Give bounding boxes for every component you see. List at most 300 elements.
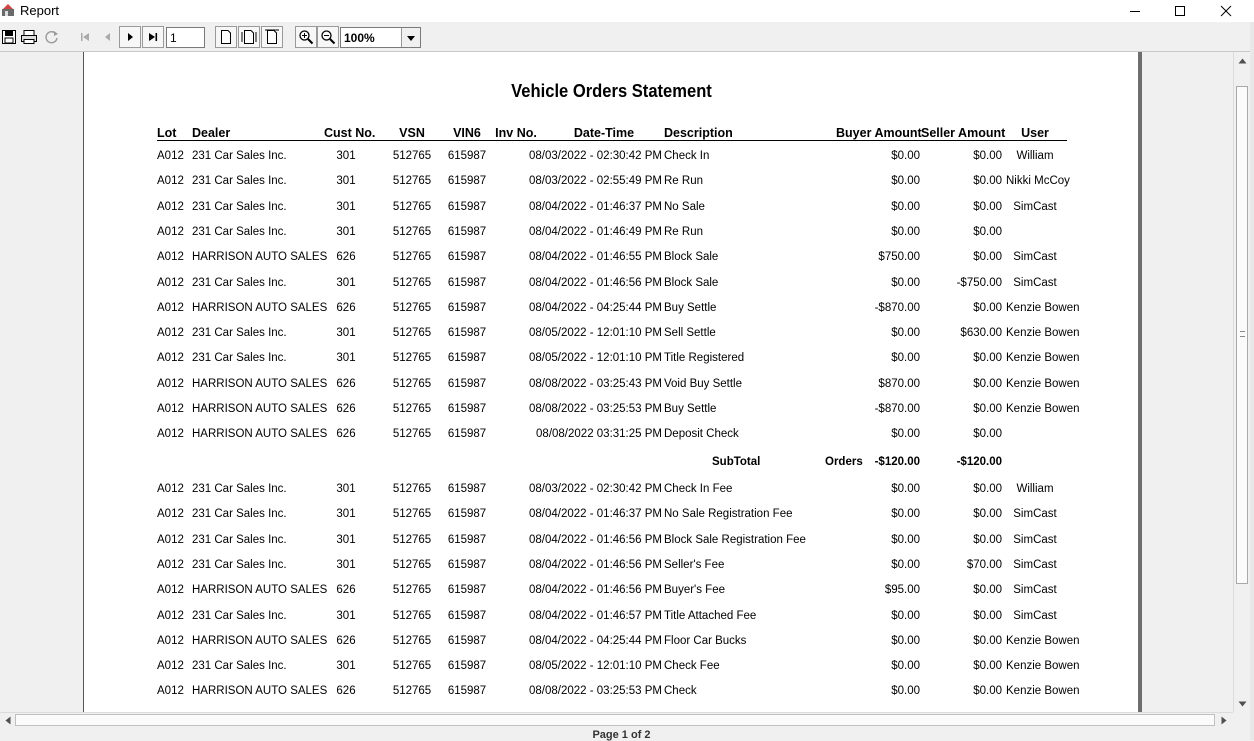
cell-cust-no: 301 bbox=[336, 225, 356, 238]
cell-lot: A012 bbox=[157, 175, 184, 188]
chevron-right-icon bbox=[1221, 716, 1227, 725]
cell-dealer: HARRISON AUTO SALES bbox=[192, 251, 328, 264]
cell-user: SimCast bbox=[1013, 533, 1057, 546]
header-divider bbox=[157, 140, 1067, 141]
cell-seller-amount: $0.00 bbox=[973, 301, 1002, 314]
fit-page-icon bbox=[241, 29, 257, 45]
zoom-dropdown-button[interactable] bbox=[401, 28, 420, 47]
cell-vsn: 512765 bbox=[392, 428, 432, 441]
cell-user: Kenzie Bowen bbox=[1006, 634, 1080, 647]
table-row bbox=[84, 559, 1139, 573]
cell-seller-amount: $70.00 bbox=[966, 558, 1002, 571]
chevron-up-icon bbox=[1238, 58, 1247, 64]
cell-description: Buyer's Fee bbox=[664, 584, 725, 597]
cell-cust-no: 301 bbox=[336, 200, 356, 213]
cell-vsn: 512765 bbox=[392, 251, 432, 264]
cell-user: Nikki McCoy bbox=[1006, 175, 1070, 188]
cell-lot: A012 bbox=[157, 301, 184, 314]
cell-vsn: 512765 bbox=[392, 352, 432, 365]
cell-cust-no: 301 bbox=[336, 660, 356, 673]
cell-vsn: 512765 bbox=[392, 175, 432, 188]
table-row bbox=[84, 534, 1139, 548]
window-edge bbox=[1250, 22, 1254, 740]
cell-description: Title Registered bbox=[664, 352, 745, 365]
cell-cust-no: 301 bbox=[336, 508, 356, 521]
cell-dealer: 231 Car Sales Inc. bbox=[192, 558, 287, 571]
cell-vin6: 615987 bbox=[447, 508, 487, 521]
cell-buyer-amount: $0.00 bbox=[891, 276, 920, 289]
vertical-scroll-thumb[interactable] bbox=[1236, 86, 1248, 584]
cell-vin6: 615987 bbox=[447, 483, 487, 495]
cell-cust-no: 626 bbox=[336, 403, 356, 415]
cell-user: William bbox=[1016, 483, 1054, 495]
header-vsn: VSN bbox=[399, 126, 425, 140]
cell-cust-no: 626 bbox=[336, 301, 356, 314]
cell-vsn: 512765 bbox=[392, 685, 432, 698]
table-row bbox=[84, 251, 1139, 265]
next-page-icon bbox=[123, 30, 137, 44]
cell-dealer: 231 Car Sales Inc. bbox=[192, 225, 287, 238]
cell-lot: A012 bbox=[157, 584, 184, 597]
cell-lot: A012 bbox=[157, 428, 184, 441]
table-row bbox=[84, 226, 1139, 240]
print-icon bbox=[20, 29, 38, 45]
cell-date-time: 08/08/2022 - 03:25:53 PM bbox=[529, 403, 662, 415]
next-page-button[interactable] bbox=[119, 26, 141, 48]
cell-buyer-amount: $0.00 bbox=[891, 428, 920, 441]
fit-width-button[interactable] bbox=[261, 26, 283, 48]
cell-lot: A012 bbox=[157, 634, 184, 647]
cell-user: SimCast bbox=[1013, 200, 1057, 213]
cell-vin6: 615987 bbox=[447, 584, 487, 597]
header-cust-no: Cust No. bbox=[324, 126, 376, 140]
cell-seller-amount: $0.00 bbox=[973, 251, 1002, 264]
cell-date-time: 08/05/2022 - 12:01:10 PM bbox=[529, 327, 662, 340]
cell-user: SimCast bbox=[1013, 251, 1057, 264]
cell-cust-no: 626 bbox=[336, 251, 356, 264]
header-date-time: Date-Time bbox=[573, 126, 635, 140]
cell-vin6: 615987 bbox=[447, 533, 487, 546]
refresh-button[interactable] bbox=[41, 26, 63, 48]
cell-seller-amount: -$750.00 bbox=[956, 276, 1002, 289]
cell-dealer: 231 Car Sales Inc. bbox=[192, 533, 287, 546]
cell-cust-no: 301 bbox=[336, 533, 356, 546]
cell-date-time: 08/03/2022 - 02:30:42 PM bbox=[529, 483, 662, 495]
cell-seller-amount: $0.00 bbox=[973, 609, 1002, 622]
cell-seller-amount: $0.00 bbox=[973, 634, 1002, 647]
cell-vsn: 512765 bbox=[392, 403, 432, 415]
cell-description: Check bbox=[664, 685, 697, 698]
cell-date-time: 08/05/2022 - 12:01:10 PM bbox=[529, 352, 662, 365]
cell-buyer-amount: $0.00 bbox=[891, 225, 920, 238]
cell-cust-no: 301 bbox=[336, 276, 356, 289]
cell-user: Kenzie Bowen bbox=[1006, 403, 1080, 415]
cell-seller-amount: $0.00 bbox=[973, 200, 1002, 213]
table-row bbox=[84, 610, 1139, 624]
app-icon bbox=[1, 3, 16, 18]
cell-description: No Sale Registration Fee bbox=[664, 508, 793, 521]
zoom-select[interactable] bbox=[340, 27, 421, 48]
cell-vsn: 512765 bbox=[392, 533, 432, 546]
cell-buyer-amount: $0.00 bbox=[891, 483, 920, 495]
cell-description: Check In Fee bbox=[664, 483, 733, 495]
cell-seller-amount: $0.00 bbox=[973, 660, 1002, 673]
cell-date-time: 08/03/2022 - 02:55:49 PM bbox=[529, 175, 662, 188]
cell-lot: A012 bbox=[157, 483, 184, 495]
cell-date-time: 08/08/2022 - 03:25:53 PM bbox=[529, 685, 662, 698]
refresh-icon bbox=[44, 29, 60, 45]
cell-cust-no: 626 bbox=[336, 685, 356, 698]
maximize-button[interactable] bbox=[1157, 0, 1203, 22]
cell-lot: A012 bbox=[157, 327, 184, 340]
cell-dealer: 231 Car Sales Inc. bbox=[192, 660, 287, 673]
zoom-out-icon bbox=[320, 29, 336, 45]
table-row bbox=[84, 277, 1139, 291]
cell-buyer-amount: $0.00 bbox=[891, 609, 920, 622]
cell-dealer: 231 Car Sales Inc. bbox=[192, 150, 287, 162]
cell-buyer-amount: $870.00 bbox=[878, 377, 920, 390]
cell-description: Buy Settle bbox=[664, 301, 717, 314]
cell-lot: A012 bbox=[157, 377, 184, 390]
first-page-icon bbox=[78, 30, 92, 44]
cell-user: Kenzie Bowen bbox=[1006, 327, 1080, 340]
table-row bbox=[84, 584, 1139, 598]
cell-seller-amount: $0.00 bbox=[973, 225, 1002, 238]
cell-user: Kenzie Bowen bbox=[1006, 352, 1080, 365]
cell-lot: A012 bbox=[157, 150, 184, 162]
cell-buyer-amount: $0.00 bbox=[891, 533, 920, 546]
cell-seller-amount: $0.00 bbox=[973, 533, 1002, 546]
cell-vsn: 512765 bbox=[392, 634, 432, 647]
cell-seller-amount: $0.00 bbox=[973, 508, 1002, 521]
save-icon bbox=[1, 29, 17, 45]
minimize-button[interactable] bbox=[1112, 0, 1158, 22]
cell-lot: A012 bbox=[157, 403, 184, 415]
header-buyer-amount: Buyer Amount bbox=[836, 126, 922, 140]
table-row bbox=[84, 660, 1139, 674]
cell-vsn: 512765 bbox=[392, 200, 432, 213]
subtotal-group: Orders bbox=[825, 456, 863, 468]
cell-dealer: HARRISON AUTO SALES bbox=[192, 428, 328, 441]
cell-lot: A012 bbox=[157, 508, 184, 521]
subtotal-row bbox=[84, 456, 1139, 470]
cell-dealer: HARRISON AUTO SALES bbox=[192, 403, 328, 415]
header-user: User bbox=[1021, 126, 1049, 140]
cell-seller-amount: $0.00 bbox=[973, 685, 1002, 698]
cell-description: Sell Settle bbox=[664, 327, 716, 340]
cell-date-time: 08/08/2022 03:31:25 PM bbox=[536, 428, 662, 441]
cell-dealer: 231 Car Sales Inc. bbox=[192, 276, 287, 289]
report-page bbox=[83, 52, 1142, 712]
cell-date-time: 08/05/2022 - 12:01:10 PM bbox=[529, 660, 662, 673]
report-viewport bbox=[0, 52, 1233, 712]
zoom-in-button[interactable] bbox=[295, 26, 317, 48]
cell-vin6: 615987 bbox=[447, 403, 487, 415]
cell-description: Void Buy Settle bbox=[664, 377, 742, 390]
close-icon bbox=[1220, 5, 1232, 17]
cell-vsn: 512765 bbox=[392, 609, 432, 622]
table-row bbox=[84, 302, 1139, 316]
cell-vsn: 512765 bbox=[392, 377, 432, 390]
cell-cust-no: 626 bbox=[336, 428, 356, 441]
cell-description: Block Sale bbox=[664, 251, 719, 264]
cell-cust-no: 626 bbox=[336, 584, 356, 597]
cell-vin6: 615987 bbox=[447, 251, 487, 264]
cell-vsn: 512765 bbox=[392, 301, 432, 314]
cell-seller-amount: $0.00 bbox=[973, 428, 1002, 441]
cell-vin6: 615987 bbox=[447, 685, 487, 698]
save-button[interactable] bbox=[0, 26, 20, 48]
table-header bbox=[84, 126, 1139, 140]
scroll-up-button[interactable] bbox=[1234, 52, 1251, 69]
cell-cust-no: 301 bbox=[336, 150, 356, 162]
cell-seller-amount: $0.00 bbox=[973, 584, 1002, 597]
cell-lot: A012 bbox=[157, 276, 184, 289]
cell-vin6: 615987 bbox=[447, 200, 487, 213]
table-row bbox=[84, 150, 1139, 164]
cell-buyer-amount: $0.00 bbox=[891, 175, 920, 188]
cell-lot: A012 bbox=[157, 225, 184, 238]
fit-page-button[interactable] bbox=[238, 26, 260, 48]
cell-seller-amount: $0.00 bbox=[973, 403, 1002, 415]
page-number-input[interactable] bbox=[166, 27, 205, 48]
cell-lot: A012 bbox=[157, 200, 184, 213]
cell-seller-amount: $0.00 bbox=[973, 483, 1002, 495]
cell-dealer: 231 Car Sales Inc. bbox=[192, 352, 287, 365]
cell-dealer: 231 Car Sales Inc. bbox=[192, 175, 287, 188]
status-bar bbox=[0, 728, 1254, 740]
scroll-left-button[interactable] bbox=[0, 713, 15, 728]
prev-page-icon bbox=[101, 30, 115, 44]
cell-vin6: 615987 bbox=[447, 660, 487, 673]
cell-date-time: 08/03/2022 - 02:30:42 PM bbox=[529, 150, 662, 162]
cell-lot: A012 bbox=[157, 558, 184, 571]
cell-date-time: 08/04/2022 - 01:46:55 PM bbox=[529, 251, 662, 264]
page-indicator: Page 1 of 2 bbox=[592, 729, 651, 741]
horizontal-scroll-thumb[interactable] bbox=[15, 714, 1215, 726]
cell-buyer-amount: $750.00 bbox=[878, 251, 920, 264]
cell-buyer-amount: -$870.00 bbox=[874, 403, 920, 415]
cell-user: SimCast bbox=[1013, 276, 1057, 289]
cell-buyer-amount: $0.00 bbox=[891, 558, 920, 571]
window-title: Report bbox=[20, 3, 60, 18]
cell-user: Kenzie Bowen bbox=[1006, 660, 1080, 673]
cell-user: William bbox=[1016, 150, 1054, 162]
cell-description: Buy Settle bbox=[664, 403, 717, 415]
cell-user: SimCast bbox=[1013, 508, 1057, 521]
cell-seller-amount: $630.00 bbox=[960, 327, 1002, 340]
cell-cust-no: 626 bbox=[336, 634, 356, 647]
cell-vsn: 512765 bbox=[392, 558, 432, 571]
cell-user: SimCast bbox=[1013, 558, 1057, 571]
cell-vin6: 615987 bbox=[447, 225, 487, 238]
cell-dealer: HARRISON AUTO SALES bbox=[192, 634, 328, 647]
cell-date-time: 08/08/2022 - 03:25:43 PM bbox=[529, 377, 662, 390]
cell-buyer-amount: $0.00 bbox=[891, 685, 920, 698]
zoom-in-icon bbox=[298, 29, 314, 45]
cell-buyer-amount: $0.00 bbox=[891, 660, 920, 673]
cell-date-time: 08/04/2022 - 04:25:44 PM bbox=[529, 634, 662, 647]
cell-dealer: HARRISON AUTO SALES bbox=[192, 584, 328, 597]
cell-vin6: 615987 bbox=[447, 609, 487, 622]
cell-buyer-amount: -$870.00 bbox=[874, 301, 920, 314]
cell-cust-no: 301 bbox=[336, 327, 356, 340]
cell-seller-amount: $0.00 bbox=[973, 377, 1002, 390]
cell-date-time: 08/04/2022 - 01:46:49 PM bbox=[529, 225, 662, 238]
cell-lot: A012 bbox=[157, 609, 184, 622]
cell-seller-amount: $0.00 bbox=[973, 352, 1002, 365]
cell-seller-amount: $0.00 bbox=[973, 175, 1002, 188]
cell-user: SimCast bbox=[1013, 584, 1057, 597]
cell-description: Deposit Check bbox=[664, 428, 739, 441]
cell-date-time: 08/04/2022 - 01:46:37 PM bbox=[529, 508, 662, 521]
table-row bbox=[84, 378, 1139, 392]
cell-buyer-amount: $0.00 bbox=[891, 352, 920, 365]
horizontal-scrollbar[interactable] bbox=[0, 712, 1233, 727]
cell-vin6: 615987 bbox=[447, 558, 487, 571]
cell-buyer-amount: $0.00 bbox=[891, 327, 920, 340]
table-row bbox=[84, 201, 1139, 215]
scroll-right-button[interactable] bbox=[1216, 713, 1231, 728]
actual-size-icon bbox=[219, 29, 233, 45]
cell-date-time: 08/04/2022 - 01:46:37 PM bbox=[529, 200, 662, 213]
cell-vin6: 615987 bbox=[447, 352, 487, 365]
header-lot: Lot bbox=[157, 126, 177, 140]
cell-vin6: 615987 bbox=[447, 150, 487, 162]
cell-cust-no: 301 bbox=[336, 483, 356, 495]
cell-dealer: HARRISON AUTO SALES bbox=[192, 301, 328, 314]
cell-dealer: HARRISON AUTO SALES bbox=[192, 685, 328, 698]
cell-user: Kenzie Bowen bbox=[1006, 301, 1080, 314]
table-row bbox=[84, 403, 1139, 417]
table-row bbox=[84, 685, 1139, 699]
cell-description: No Sale bbox=[664, 200, 705, 213]
cell-vsn: 512765 bbox=[392, 327, 432, 340]
cell-user: Kenzie Bowen bbox=[1006, 377, 1080, 390]
table-row bbox=[84, 352, 1139, 366]
cell-vsn: 512765 bbox=[392, 483, 432, 495]
grip-icon bbox=[1240, 331, 1245, 337]
cell-cust-no: 301 bbox=[336, 175, 356, 188]
cell-buyer-amount: $95.00 bbox=[884, 584, 920, 597]
subtotal-label: SubTotal bbox=[712, 456, 761, 468]
subtotal-seller-amount: -$120.00 bbox=[956, 456, 1002, 468]
header-description: Description bbox=[664, 126, 733, 140]
cell-description: Re Run bbox=[664, 225, 703, 238]
header-inv-no: Inv No. bbox=[495, 126, 537, 140]
viewport-margin bbox=[1142, 52, 1233, 712]
cell-buyer-amount: $0.00 bbox=[891, 508, 920, 521]
header-vin6: VIN6 bbox=[453, 126, 481, 140]
cell-cust-no: 301 bbox=[336, 352, 356, 365]
title-bar bbox=[0, 0, 1254, 22]
cell-dealer: 231 Car Sales Inc. bbox=[192, 327, 287, 340]
table-row bbox=[84, 327, 1139, 341]
table-row bbox=[84, 428, 1139, 442]
print-button[interactable] bbox=[18, 26, 40, 48]
cell-dealer: HARRISON AUTO SALES bbox=[192, 377, 328, 390]
minimize-icon bbox=[1129, 5, 1141, 17]
cell-vsn: 512765 bbox=[392, 150, 432, 162]
cell-description: Block Sale bbox=[664, 276, 719, 289]
cell-user: Kenzie Bowen bbox=[1006, 685, 1080, 698]
cell-cust-no: 301 bbox=[336, 609, 356, 622]
cell-dealer: 231 Car Sales Inc. bbox=[192, 483, 287, 495]
cell-vin6: 615987 bbox=[447, 634, 487, 647]
cell-description: Re Run bbox=[664, 175, 703, 188]
cell-description: Check In bbox=[664, 150, 710, 162]
cell-vin6: 615987 bbox=[447, 377, 487, 390]
cell-cust-no: 626 bbox=[336, 377, 356, 390]
cell-vin6: 615987 bbox=[447, 327, 487, 340]
subtotal-buyer-amount: -$120.00 bbox=[874, 456, 920, 468]
close-button[interactable] bbox=[1203, 0, 1249, 22]
cell-date-time: 08/04/2022 - 01:46:56 PM bbox=[529, 558, 662, 571]
scroll-down-button[interactable] bbox=[1234, 695, 1251, 712]
cell-lot: A012 bbox=[157, 533, 184, 546]
report-toolbar bbox=[0, 22, 1254, 52]
vertical-scrollbar[interactable] bbox=[1233, 52, 1250, 712]
cell-description: Block Sale Registration Fee bbox=[664, 533, 806, 546]
table-row bbox=[84, 635, 1139, 649]
chevron-down-icon bbox=[406, 34, 416, 42]
zoom-value: 100% bbox=[344, 31, 375, 45]
cell-lot: A012 bbox=[157, 660, 184, 673]
cell-buyer-amount: $0.00 bbox=[891, 150, 920, 162]
header-dealer: Dealer bbox=[192, 126, 231, 140]
cell-date-time: 08/04/2022 - 04:25:44 PM bbox=[529, 301, 662, 314]
cell-seller-amount: $0.00 bbox=[973, 150, 1002, 162]
cell-vsn: 512765 bbox=[392, 584, 432, 597]
cell-description: Check Fee bbox=[664, 660, 720, 673]
cell-dealer: 231 Car Sales Inc. bbox=[192, 200, 287, 213]
maximize-icon bbox=[1174, 5, 1186, 17]
cell-date-time: 08/04/2022 - 01:46:57 PM bbox=[529, 609, 662, 622]
cell-lot: A012 bbox=[157, 251, 184, 264]
cell-cust-no: 301 bbox=[336, 558, 356, 571]
last-page-icon bbox=[146, 30, 160, 44]
zoom-out-button[interactable] bbox=[317, 26, 339, 48]
chevron-left-icon bbox=[5, 716, 11, 725]
cell-description: Floor Car Bucks bbox=[664, 634, 747, 647]
table-row bbox=[84, 483, 1139, 497]
first-page-button[interactable] bbox=[74, 26, 96, 48]
header-seller-amount: Seller Amount bbox=[921, 126, 1006, 140]
report-title: Vehicle Orders Statement bbox=[511, 81, 712, 101]
cell-description: Title Attached Fee bbox=[664, 609, 757, 622]
cell-vin6: 615987 bbox=[447, 175, 487, 188]
cell-vsn: 512765 bbox=[392, 660, 432, 673]
cell-description: Seller's Fee bbox=[664, 558, 725, 571]
chevron-down-icon bbox=[1238, 701, 1247, 707]
cell-vsn: 512765 bbox=[392, 508, 432, 521]
cell-date-time: 08/04/2022 - 01:46:56 PM bbox=[529, 276, 662, 289]
prev-page-button[interactable] bbox=[97, 26, 119, 48]
table-row bbox=[84, 508, 1139, 522]
cell-vin6: 615987 bbox=[447, 428, 487, 441]
last-page-button[interactable] bbox=[142, 26, 164, 48]
cell-buyer-amount: $0.00 bbox=[891, 634, 920, 647]
cell-date-time: 08/04/2022 - 01:46:56 PM bbox=[529, 584, 662, 597]
cell-lot: A012 bbox=[157, 685, 184, 698]
actual-size-button[interactable] bbox=[215, 26, 237, 48]
cell-user: SimCast bbox=[1013, 609, 1057, 622]
cell-dealer: 231 Car Sales Inc. bbox=[192, 508, 287, 521]
cell-vin6: 615987 bbox=[447, 301, 487, 314]
table-row bbox=[84, 175, 1139, 189]
cell-dealer: 231 Car Sales Inc. bbox=[192, 609, 287, 622]
cell-vsn: 512765 bbox=[392, 225, 432, 238]
